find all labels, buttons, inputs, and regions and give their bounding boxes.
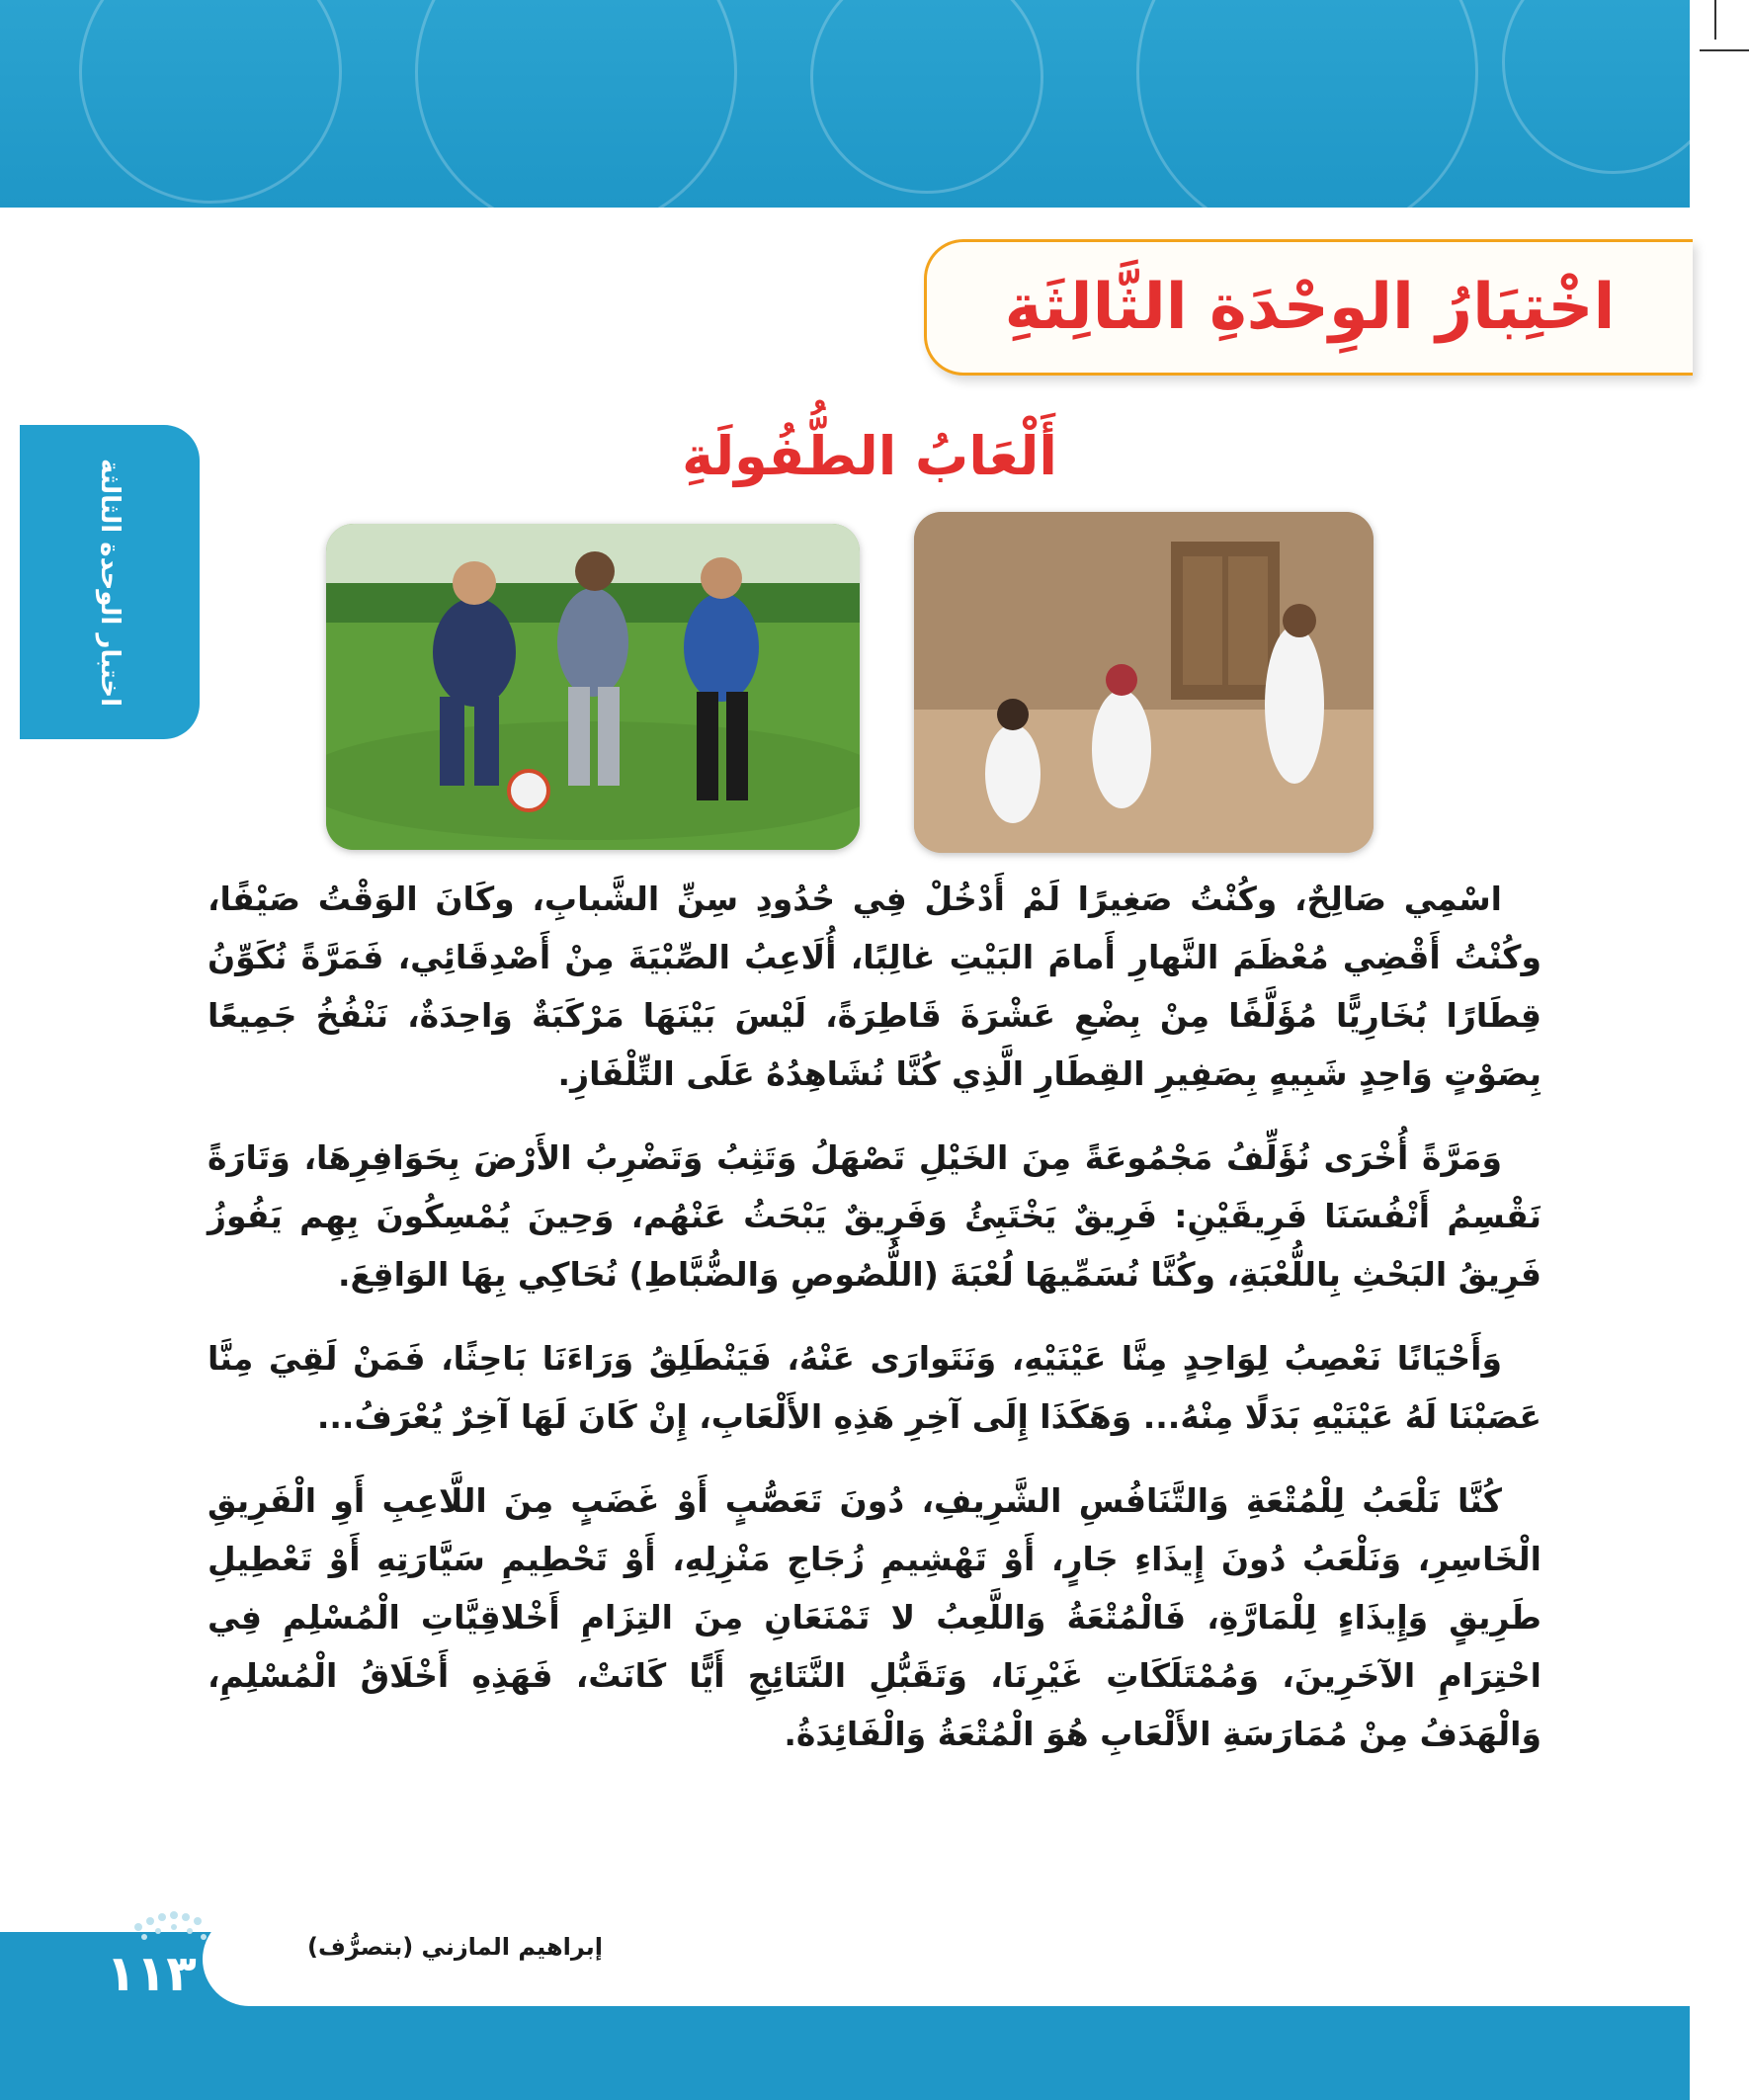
paragraph: اسْمِي صَالِحٌ، وكُنْتُ صَغِيرًا لَمْ أَدْخُلْ فِي حُدُودِ سِنِّ الشَّبابِ، وكَانَ الوَقْتُ صَيْفًا، وكُنْتُ أَقْضِي مُعْظَمَ النَّهارِ أَمامَ البَيْتِ غالِبًا، أُلَاعِبُ الصِّبْيَةَ مِنْ أَصْدِقَائِي، فَمَرَّةً نُكَوِّنُ قِطَارًا بُخَارِيًّا مُؤَلَّفًا مِنْ بِضْعِ عَشْرَةَ قَاطِرَةً، لَيْسَ بَيْنَهَا مَرْكَبَةٌ وَاحِدَةٌ، نَنْفُخُ جَمِيعًا بِصَوْتٍ وَاحِدٍ شَبِيهٍ بِصَفِيرِ القِطَارِ الَّذِي كُنَّا نُشَاهِدُهُ عَلَى التِّلْفَازِ. [208, 880, 1541, 1093]
children-playing-traditional-game-photo [914, 512, 1374, 853]
story-text [208, 870, 1541, 1789]
paragraph: وَأَحْيَانًا نَعْصِبُ لِوَاحِدٍ مِنَّا عَيْنَيْهِ، وَنَتَوارَى عَنْهُ، فَيَنْطَلِقُ وَرَاءَنَا بَاحِثًا، فَمَنْ لَقِيَ مِنَّا عَصَبْنَا لَهُ عَيْنَيْهِ بَدَلًا مِنْهُ... وَهَكَذَا إِلَى آخِرِ هَذِهِ الأَلْعَابِ، إِنْ كَانَ لَهَا آخِرٌ يُعْرَفُ... [208, 1339, 1541, 1436]
paragraph: كُنَّا نَلْعَبُ لِلْمُتْعَةِ وَالتَّنَافُسِ الشَّرِيفِ، دُونَ تَعَصُّبٍ أَوْ غَضَبٍ مِنَ اللَّاعِبِ أَوِ الْفَرِيقِ الْخَاسِرِ، وَنَلْعَبُ دُونَ إِيذَاءِ جَارٍ، أَوْ تَهْشِيمِ زُجَاجِ مَنْزِلِهِ، أَوْ تَحْطِيمِ سَيَّارَتِهِ أَوْ تَعْطِيلِ طَرِيقٍ وَإِيذَاءٍ لِلْمَارَّةِ، فَالْمُتْعَةُ وَاللَّعِبُ لا تَمْنَعَانِ مِنَ التِزَامِ أَخْلاقِيَّاتِ الْمُسْلِمِ فِي احْتِرَامِ الآخَرِينَ، وَمُمْتَلَكَاتِ غَيْرِنَا، وَتَقَبُّلِ النَّتَائِجِ أَيًّا كَانَتْ، فَهَذِهِ أَخْلَاقُ الْمُسْلِمِ، وَالْهَدَفُ مِنْ مُمَارَسَةِ الأَلْعَابِ هُوَ الْمُتْعَةُ وَالْفَائِدَةُ. [208, 1481, 1541, 1753]
lesson-subtitle: أَلْعَابُ الطُّفُولَةِ [682, 425, 1057, 487]
footer-margin [1690, 1932, 1749, 2100]
boys-playing-soccer-photo [326, 524, 860, 850]
page-number: ١١٣ [106, 1945, 197, 2002]
crop-mark [1700, 49, 1749, 51]
title-box [924, 239, 1693, 376]
source-attribution: إبراهيم المازني (بتصرُّف) [306, 1933, 603, 1961]
crop-mark [1714, 0, 1716, 40]
header-band [0, 0, 1690, 208]
side-tab-label: اختبار الوحدة الثالثة [95, 458, 125, 707]
header-margin [1690, 0, 1749, 208]
paragraph: وَمَرَّةً أُخْرَى نُؤَلِّفُ مَجْمُوعَةً مِنَ الخَيْلِ تَصْهَلُ وَتَثِبُ وَتَضْرِبُ الأَرْضَ بِحَوَافِرِهَا، وَتَارَةً نَقْسِمُ أَنْفُسَنَا فَرِيقَيْنِ: فَرِيقٌ يَخْتَبِئُ وَفَرِيقٌ يَبْحَثُ عَنْهُم، وَحِينَ يُمْسِكُونَ بِهِم يَفُوزُ فَرِيقُ البَحْثِ بِاللُّعْبَةِ، وكُنَّا نُسَمِّيهَا لُعْبَةَ (اللُّصُوصِ وَالضُّبَّاطِ) نُحَاكِي بِهَا الوَاقِعَ. [208, 1138, 1541, 1294]
page-title: اخْتِبَارُ الوِحْدَةِ الثَّالِثَةِ [1004, 271, 1616, 344]
side-tab [20, 425, 200, 739]
